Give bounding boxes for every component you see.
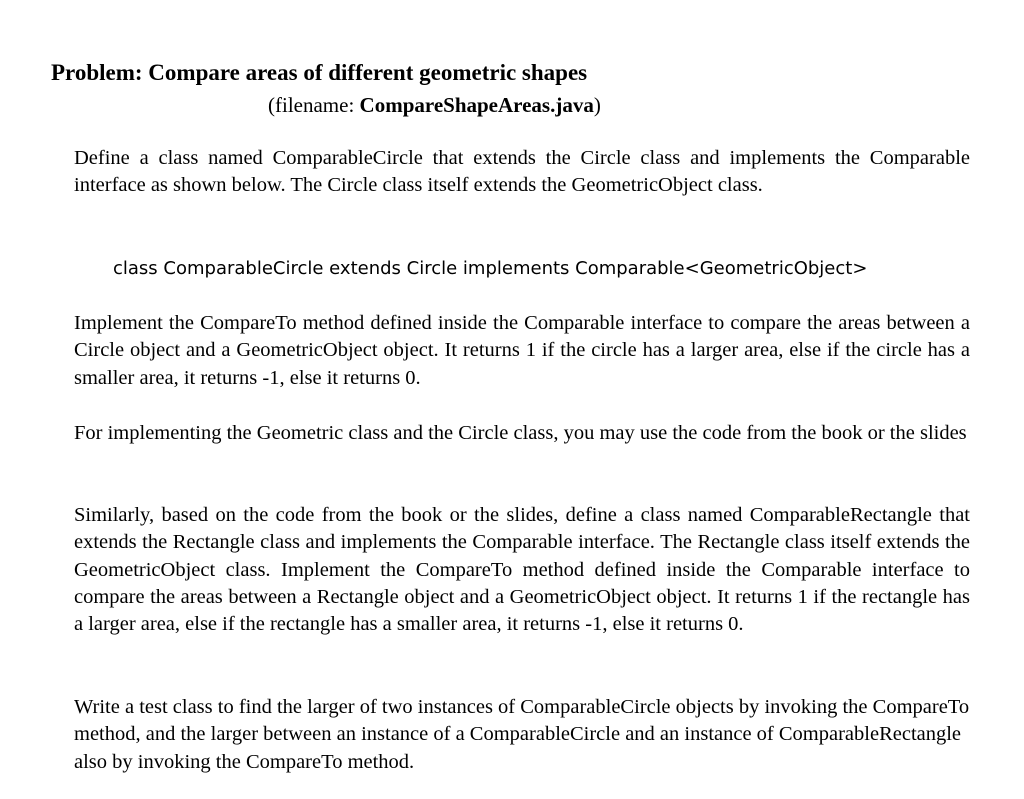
paragraph-compareto-circle: Implement the CompareTo method defined inside the Comparable interface to compare the areas between a Circle object and a GeometricObject object. It returns 1 if the circle has a larger area, else if the circle has a smaller area, it returns -1, else it returns 0. (74, 312, 970, 389)
paragraph-test-class: Write a test class to find the larger of two instances of ComparableCircle objects by invoking the CompareTo method, and the larger between an instance of a ComparableCircle and an instance of ComparableRectangle also by invoking the CompareTo method. (74, 696, 970, 773)
paragraph-implementation-note: For implementing the Geometric class and the Circle class, you may use the code from the book or the slides (74, 422, 967, 444)
filename: CompareShapeAreas.java (359, 93, 594, 117)
code-class-declaration: class ComparableCircle extends Circle implements Comparable<GeometricObject> (113, 258, 868, 279)
filename-prefix: (filename: (268, 93, 360, 117)
paragraph-define-circle: Define a class named ComparableCircle that extends the Circle class and implements the Comparable interface as shown below. The Circle class itself extends the GeometricObject class. (74, 147, 970, 197)
problem-title: Problem: Compare areas of different geometric shapes (51, 60, 588, 85)
filename-line (268, 91, 601, 119)
filename-suffix: ) (593, 93, 601, 117)
paragraph-define-rectangle: Similarly, based on the code from the book or the slides, define a class named ComparableRectangle that extends the Rectangle class and implements the Comparable interface. The Rectangle class itself extends the GeometricObject class. Implement the CompareTo method defined inside the Comparable interface to compare the areas between a Rectangle object and a GeometricObject object. It returns 1 if the rectangle has a larger area, else if the rectangle has a smaller area, it returns -1, else it returns 0. (74, 504, 970, 636)
